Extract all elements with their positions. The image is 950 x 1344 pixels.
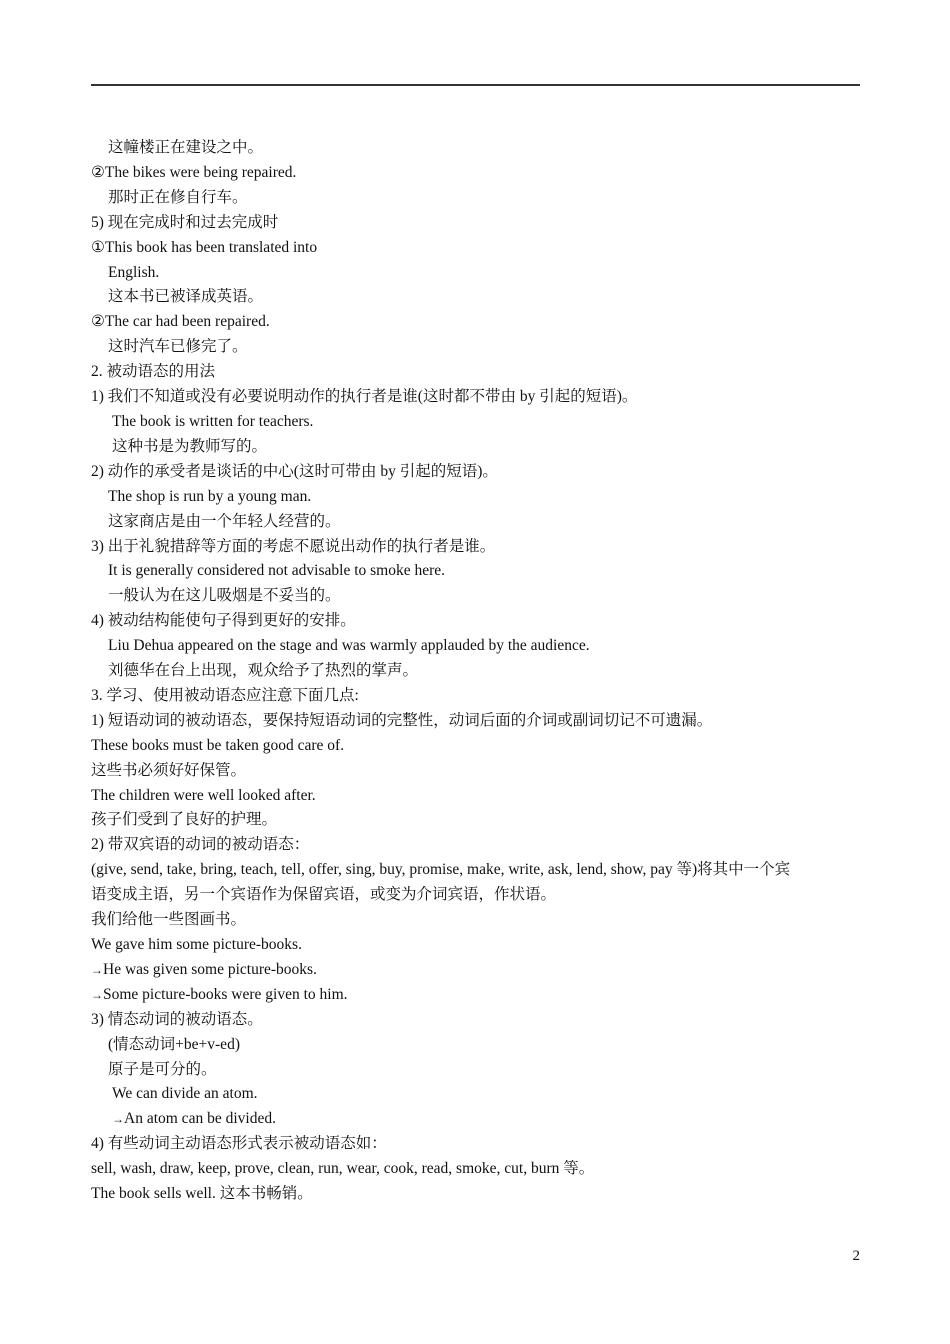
text-line [91, 883, 863, 908]
line-text: Liu Dehua appeared on the stage and was warmly applauded by the audience. [108, 637, 590, 655]
line-text: The book sells well. 这本书畅销。 [91, 1185, 313, 1203]
text-line [91, 1058, 863, 1083]
line-text: 4) 有些动词主动语态形式表示被动语态如： [91, 1135, 387, 1153]
text-line [91, 136, 863, 161]
text-line [91, 310, 863, 335]
text-line [91, 186, 863, 211]
text-line [91, 808, 863, 833]
text-line [91, 285, 863, 310]
line-text: 3) 出于礼貌措辞等方面的考虑不愿说出动作的执行者是谁。 [91, 537, 496, 555]
text-line [91, 485, 863, 510]
text-line [91, 584, 863, 609]
text-line [91, 684, 863, 709]
line-text: ②The bikes were being repaired. [91, 163, 297, 181]
text-line [91, 709, 863, 734]
arrow-icon: → [112, 1112, 124, 1127]
text-line [91, 410, 863, 435]
line-text: English. [108, 263, 160, 281]
text-line [91, 759, 863, 784]
arrow-icon: → [91, 987, 103, 1002]
line-text: 1) 短语动词的被动语态，要保持短语动词的完整性，动词后面的介词或副词切记不可遗漏。 [91, 711, 713, 729]
line-text: (give, send, take, bring, teach, tell, offer, sing, buy, promise, make, write, ask, lend, show, pay 等)将其中一个宾 [91, 861, 791, 879]
line-text: 我们给他一些图画书。 [91, 911, 247, 929]
text-line [91, 1132, 863, 1157]
text-line [91, 784, 863, 809]
line-text: 这本书已被译成英语。 [108, 288, 264, 306]
text-line [91, 385, 863, 410]
line-text: The book is written for teachers. [112, 412, 314, 430]
text-line [91, 360, 863, 385]
line-text: The shop is run by a young man. [108, 487, 312, 505]
text-line [91, 460, 863, 485]
line-text: 这些书必须好好保管。 [91, 761, 247, 779]
line-text: 一般认为在这儿吸烟是不妥当的。 [108, 587, 341, 605]
line-text: 2) 动作的承受者是谈话的中心(这时可带由 by 引起的短语)。 [91, 462, 498, 480]
text-line [91, 734, 863, 759]
line-text: These books must be taken good care of. [91, 736, 345, 754]
line-text: 3. 学习、使用被动语态应注意下面几点: [91, 686, 359, 704]
line-text: 3) 情态动词的被动语态。 [91, 1010, 263, 1028]
document-body [91, 136, 863, 1207]
text-line [91, 261, 863, 286]
text-line [91, 933, 863, 958]
line-text: 那时正在修自行车。 [108, 188, 248, 206]
line-text: 4) 被动结构能使句子得到更好的安排。 [91, 612, 356, 630]
line-text: 5) 现在完成时和过去完成时 [91, 213, 279, 231]
line-text: 孩子们受到了良好的护理。 [91, 811, 278, 829]
text-line [91, 1107, 863, 1132]
line-text: He was given some picture-books. [103, 960, 317, 978]
line-text: It is generally considered not advisable to smoke here. [108, 562, 446, 580]
page-number: 2 [852, 1248, 860, 1264]
line-text: 2. 被动语态的用法 [91, 363, 216, 381]
header-rule [91, 84, 860, 86]
line-text: 原子是可分的。 [108, 1060, 217, 1078]
text-line [91, 908, 863, 933]
line-text: sell, wash, draw, keep, prove, clean, run, wear, cook, read, smoke, cut, burn 等。 [91, 1160, 595, 1178]
text-line [91, 510, 863, 535]
line-text: Some picture-books were given to him. [103, 985, 348, 1003]
line-text: We can divide an atom. [112, 1085, 258, 1103]
line-text: ②The car had been repaired. [91, 313, 270, 331]
line-text: 这家商店是由一个年轻人经营的。 [108, 512, 341, 530]
text-line [91, 1182, 863, 1207]
text-line [91, 335, 863, 360]
line-text: 这幢楼正在建设之中。 [108, 139, 264, 156]
text-line [91, 236, 863, 261]
line-text: 语变成主语，另一个宾语作为保留宾语，或变为介词宾语，作状语。 [91, 886, 557, 904]
line-text: 1) 我们不知道或没有必要说明动作的执行者是谁(这时都不带由 by 引起的短语)。 [91, 388, 638, 406]
line-text: 这种书是为教师写的。 [112, 437, 268, 455]
text-line [91, 535, 863, 560]
text-line [91, 609, 863, 634]
line-text: (情态动词+be+v-ed) [108, 1035, 240, 1053]
line-text: 这时汽车已修完了。 [108, 338, 248, 356]
text-line [91, 211, 863, 236]
text-line [91, 1033, 863, 1058]
text-line [91, 161, 863, 186]
text-line [91, 1157, 863, 1182]
text-line [91, 1008, 863, 1033]
arrow-icon: → [91, 962, 103, 977]
line-text: An atom can be divided. [124, 1110, 276, 1128]
text-line [91, 435, 863, 460]
text-line [91, 559, 863, 584]
text-line [91, 659, 863, 684]
line-text: 2) 带双宾语的动词的被动语态： [91, 836, 310, 854]
text-line [91, 1082, 863, 1107]
line-text: 刘德华在台上出现，观众给予了热烈的掌声。 [108, 662, 419, 680]
line-text: The children were well looked after. [91, 786, 316, 804]
line-text: We gave him some picture-books. [91, 936, 302, 953]
text-line [91, 833, 863, 858]
line-text: ①This book has been translated into [91, 238, 318, 256]
text-line [91, 858, 863, 883]
text-line [91, 983, 863, 1008]
text-line [91, 958, 863, 983]
text-line [91, 634, 863, 659]
